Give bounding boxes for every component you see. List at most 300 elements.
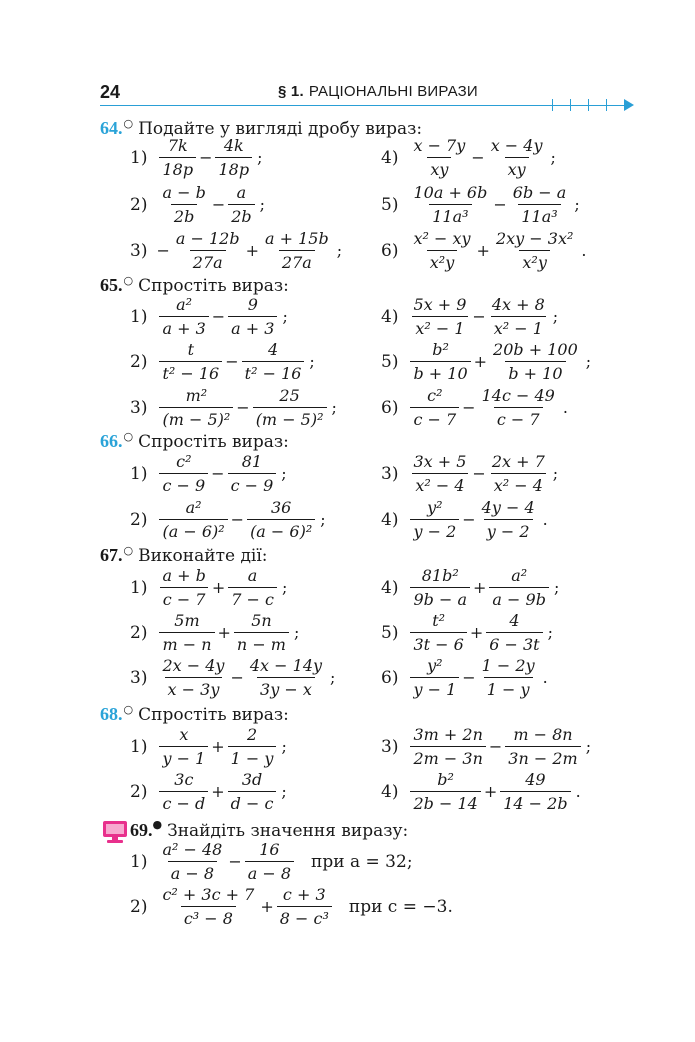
denominator: 2b bbox=[171, 204, 197, 226]
exercise-item bbox=[381, 340, 591, 383]
fraction bbox=[159, 656, 227, 699]
exercise-item bbox=[381, 452, 558, 495]
fraction bbox=[410, 611, 466, 654]
terminator: ; bbox=[552, 307, 559, 326]
fraction bbox=[277, 885, 332, 928]
exercise-item bbox=[130, 452, 287, 495]
fraction bbox=[159, 840, 225, 883]
task-instruction: Спростіть вираз: bbox=[138, 432, 289, 452]
fraction bbox=[159, 770, 208, 813]
denominator: 18p bbox=[215, 157, 252, 179]
task-68-heading bbox=[100, 703, 289, 725]
denominator: a + 3 bbox=[228, 316, 277, 338]
terminator: . bbox=[581, 241, 587, 260]
exercise-item bbox=[130, 498, 326, 541]
item-label: 4) bbox=[381, 509, 399, 530]
denominator: a + 3 bbox=[159, 316, 208, 338]
numerator: 9 bbox=[247, 295, 258, 314]
exercise-item bbox=[381, 295, 558, 338]
numerator: y² bbox=[427, 656, 443, 675]
terminator: ; bbox=[281, 737, 287, 756]
fraction bbox=[247, 656, 325, 699]
task-66-heading bbox=[100, 430, 289, 452]
terminator: ; bbox=[547, 623, 553, 642]
arrow-right-icon bbox=[624, 99, 634, 111]
item-label: 2) bbox=[130, 509, 148, 530]
numerator: a² − 48 bbox=[162, 840, 223, 859]
exercise-item bbox=[381, 183, 580, 226]
operator: − bbox=[462, 668, 476, 687]
numerator: x − 4y bbox=[490, 136, 543, 155]
exercise-item bbox=[130, 566, 287, 609]
operator: − bbox=[472, 464, 486, 483]
exercise-item bbox=[381, 229, 586, 272]
fraction bbox=[159, 183, 208, 226]
item-label: 5) bbox=[381, 351, 399, 372]
numerator: 3c bbox=[174, 770, 194, 789]
fraction bbox=[410, 229, 473, 272]
numerator: t bbox=[187, 340, 195, 359]
section-title: РАЦІОНАЛЬНІ ВИРАЗИ bbox=[308, 83, 478, 100]
fraction bbox=[262, 229, 332, 272]
header-tick bbox=[606, 99, 607, 111]
fraction bbox=[159, 295, 208, 338]
terminator: ; bbox=[281, 578, 288, 597]
exercise-item bbox=[381, 386, 568, 429]
denominator: x² − 1 bbox=[491, 316, 546, 338]
denominator: c − 7 bbox=[410, 407, 459, 429]
numerator: 6b − a bbox=[512, 183, 567, 202]
numerator: m − 8n bbox=[513, 725, 573, 744]
item-label: 1) bbox=[130, 147, 148, 168]
item-label: 3) bbox=[130, 667, 148, 688]
item-label: 3) bbox=[130, 397, 148, 418]
denominator: c − d bbox=[159, 791, 208, 813]
fraction bbox=[410, 136, 468, 179]
task-number: 65. bbox=[100, 275, 123, 295]
fraction bbox=[410, 340, 470, 383]
fraction bbox=[410, 295, 469, 338]
denominator: c − 9 bbox=[159, 473, 208, 495]
terminator: ; bbox=[585, 352, 592, 371]
denominator: t² − 16 bbox=[159, 361, 222, 383]
exercise-item bbox=[130, 183, 265, 226]
terminator: . bbox=[562, 398, 568, 417]
terminator: . bbox=[542, 510, 548, 529]
item-label: 2) bbox=[130, 896, 148, 917]
exercise-item bbox=[130, 295, 288, 338]
operator: − bbox=[211, 307, 226, 326]
numerator: a bbox=[247, 566, 258, 585]
denominator: 14 − 2b bbox=[500, 791, 570, 813]
fraction bbox=[215, 136, 252, 179]
numerator: 7k bbox=[167, 136, 188, 155]
item-label: 3) bbox=[381, 463, 399, 484]
numerator: x − 7y bbox=[413, 136, 466, 155]
denominator: c − 9 bbox=[228, 473, 277, 495]
numerator: a² bbox=[511, 566, 528, 585]
fraction bbox=[489, 295, 548, 338]
fraction bbox=[159, 498, 227, 541]
denominator: 2b − 14 bbox=[410, 791, 480, 813]
numerator: c + 3 bbox=[282, 885, 326, 904]
terminator: ; bbox=[552, 464, 559, 483]
item-label: 6) bbox=[381, 667, 399, 688]
denominator: t² − 16 bbox=[242, 361, 305, 383]
header-tick bbox=[570, 99, 571, 111]
exercise-item bbox=[130, 725, 287, 768]
operator: + bbox=[476, 241, 490, 260]
denominator: a − 8 bbox=[245, 861, 294, 883]
numerator: c² bbox=[176, 452, 192, 471]
task-number: 66. bbox=[100, 431, 123, 451]
denominator: c³ − 8 bbox=[181, 906, 236, 928]
denominator: 11a³ bbox=[429, 204, 471, 226]
numerator: 4k bbox=[223, 136, 244, 155]
numerator: c² bbox=[427, 386, 443, 405]
operator: + bbox=[469, 623, 484, 642]
numerator: 25 bbox=[279, 386, 300, 405]
numerator: 14c − 49 bbox=[481, 386, 555, 405]
fraction bbox=[159, 136, 196, 179]
fraction bbox=[228, 295, 277, 338]
fraction bbox=[488, 136, 546, 179]
item-label: 1) bbox=[130, 306, 148, 327]
exercise-item bbox=[381, 136, 556, 179]
fraction bbox=[486, 611, 542, 654]
denominator: 3t − 6 bbox=[410, 632, 466, 654]
operator: + bbox=[260, 897, 274, 916]
fraction bbox=[245, 840, 294, 883]
denominator: 1 − y bbox=[228, 746, 277, 768]
terminator: ; bbox=[259, 195, 266, 214]
operator: + bbox=[211, 578, 226, 597]
task-67-heading bbox=[100, 544, 268, 566]
operator: − bbox=[225, 352, 239, 371]
denominator: n − m bbox=[234, 632, 289, 654]
denominator: (a − 6)² bbox=[247, 519, 315, 541]
numerator: 3d bbox=[241, 770, 263, 789]
task-instruction: Знайдіть значення виразу: bbox=[167, 821, 409, 841]
numerator: 16 bbox=[259, 840, 280, 859]
denominator: 2b bbox=[228, 204, 254, 226]
fraction bbox=[242, 340, 305, 383]
fraction bbox=[410, 566, 470, 609]
degree-icon: ○ bbox=[123, 117, 134, 130]
numerator: 4x − 14y bbox=[249, 656, 323, 675]
header-tick bbox=[552, 99, 553, 111]
item-label: 4) bbox=[381, 577, 399, 598]
fraction bbox=[228, 770, 277, 813]
fraction bbox=[479, 498, 538, 541]
numerator: 49 bbox=[525, 770, 546, 789]
denominator: 11a³ bbox=[518, 204, 560, 226]
numerator: 3x + 5 bbox=[413, 452, 467, 471]
denominator: 18p bbox=[159, 157, 196, 179]
denominator: 2m − 3n bbox=[410, 746, 485, 768]
numerator: a bbox=[236, 183, 247, 202]
numerator: 1 − 2y bbox=[481, 656, 535, 675]
operator: + bbox=[245, 241, 259, 260]
denominator: d − c bbox=[228, 791, 277, 813]
fraction bbox=[410, 725, 485, 768]
header-tick bbox=[588, 99, 589, 111]
numerator: b² bbox=[432, 340, 449, 359]
item-label: 1) bbox=[130, 577, 148, 598]
numerator: 81 bbox=[241, 452, 263, 471]
fraction bbox=[500, 770, 570, 813]
numerator: a + 15b bbox=[264, 229, 329, 248]
fraction bbox=[490, 340, 581, 383]
page-number: 24 bbox=[100, 82, 121, 102]
item-label: 5) bbox=[381, 194, 399, 215]
item-label: 6) bbox=[381, 240, 399, 261]
operator: − bbox=[488, 737, 503, 756]
operator: + bbox=[211, 782, 225, 801]
exercise-item bbox=[130, 656, 335, 699]
denominator: x² − 4 bbox=[491, 473, 546, 495]
fraction bbox=[228, 183, 254, 226]
fraction bbox=[489, 452, 548, 495]
numerator: 2 bbox=[246, 725, 258, 744]
page-header bbox=[100, 82, 640, 106]
operator: − bbox=[228, 852, 242, 871]
operator: − bbox=[199, 148, 213, 167]
operator: − bbox=[462, 398, 476, 417]
operator: − bbox=[493, 195, 507, 214]
denominator: y − 2 bbox=[484, 519, 533, 541]
denominator: x²y bbox=[519, 250, 549, 272]
exercise-item bbox=[130, 770, 287, 813]
numerator: m² bbox=[185, 386, 208, 405]
denominator: (m − 5)² bbox=[159, 407, 233, 429]
exercise-item bbox=[381, 725, 591, 768]
terminator: ; bbox=[281, 464, 287, 483]
numerator: 81b² bbox=[421, 566, 459, 585]
numerator: a + b bbox=[162, 566, 206, 585]
fraction bbox=[159, 566, 208, 609]
exercise-item bbox=[130, 386, 337, 429]
computer-icon bbox=[102, 819, 128, 845]
numerator: 3m + 2n bbox=[413, 725, 483, 744]
operator: + bbox=[473, 352, 488, 371]
operator: − bbox=[472, 307, 486, 326]
exercise-item bbox=[381, 566, 559, 609]
numerator: 20b + 100 bbox=[493, 340, 578, 359]
denominator: xy bbox=[427, 157, 451, 179]
terminator: ; bbox=[320, 510, 326, 529]
terminator: ; bbox=[257, 148, 263, 167]
section-heading bbox=[278, 83, 478, 100]
task-number: 64. bbox=[100, 118, 123, 138]
item-label: 1) bbox=[130, 463, 148, 484]
denominator: (m − 5)² bbox=[253, 407, 327, 429]
fraction bbox=[228, 725, 277, 768]
degree-icon: ○ bbox=[123, 430, 134, 443]
numerator: a² bbox=[176, 295, 193, 314]
operator: − bbox=[236, 398, 250, 417]
operator: − bbox=[211, 195, 226, 214]
numerator: b² bbox=[437, 770, 454, 789]
operator: − bbox=[230, 510, 245, 529]
fraction bbox=[493, 229, 576, 272]
numerator: 4y − 4 bbox=[481, 498, 535, 517]
numerator: 5m bbox=[174, 611, 200, 630]
fraction bbox=[479, 386, 558, 429]
denominator: x² − 1 bbox=[412, 316, 467, 338]
fraction bbox=[159, 611, 214, 654]
task-instruction: Спростіть вираз: bbox=[138, 276, 289, 296]
leading-sign: − bbox=[156, 241, 170, 260]
denominator: 3n − 2m bbox=[505, 746, 580, 768]
exercise-item bbox=[381, 611, 553, 654]
task-instruction: Подайте у вигляді дробу вираз: bbox=[138, 119, 423, 139]
denominator: c − 7 bbox=[494, 407, 543, 429]
terminator: ; bbox=[331, 398, 337, 417]
fraction bbox=[247, 498, 315, 541]
denominator: 1 − y bbox=[484, 677, 533, 699]
operator: + bbox=[483, 782, 498, 801]
denominator: 3y − x bbox=[257, 677, 315, 699]
item-label: 2) bbox=[130, 194, 148, 215]
substitution-condition: при a = 32; bbox=[311, 851, 413, 872]
terminator: ; bbox=[585, 737, 592, 756]
exercise-item bbox=[381, 498, 548, 541]
denominator: c − 7 bbox=[160, 587, 209, 609]
task-65-heading bbox=[100, 274, 289, 296]
denominator: m − n bbox=[159, 632, 214, 654]
denominator: 7 − c bbox=[228, 587, 277, 609]
numerator: 2xy − 3x² bbox=[495, 229, 574, 248]
fraction bbox=[410, 183, 490, 226]
fraction bbox=[410, 498, 459, 541]
fraction bbox=[173, 229, 243, 272]
degree-icon: ○ bbox=[123, 274, 134, 287]
terminator: ; bbox=[336, 241, 343, 260]
operator: − bbox=[471, 148, 485, 167]
fraction bbox=[159, 452, 208, 495]
fraction bbox=[410, 386, 459, 429]
operator: + bbox=[473, 578, 487, 597]
denominator: b + 10 bbox=[505, 361, 565, 383]
terminator: ; bbox=[550, 148, 556, 167]
fraction bbox=[159, 725, 208, 768]
numerator: 10a + 6b bbox=[413, 183, 488, 202]
numerator: t² bbox=[432, 611, 446, 630]
numerator: a² bbox=[185, 498, 202, 517]
item-label: 4) bbox=[381, 147, 399, 168]
numerator: 2x + 7 bbox=[491, 452, 545, 471]
terminator: ; bbox=[281, 782, 287, 801]
operator: + bbox=[217, 623, 231, 642]
exercise-item bbox=[130, 840, 413, 883]
denominator: x²y bbox=[427, 250, 457, 272]
terminator: ; bbox=[553, 578, 560, 597]
numerator: 4x + 8 bbox=[491, 295, 545, 314]
numerator: 4 bbox=[509, 611, 520, 630]
item-label: 3) bbox=[130, 240, 148, 261]
denominator: a − 9b bbox=[489, 587, 549, 609]
numerator: c² + 3c + 7 bbox=[162, 885, 255, 904]
dot-icon: ● bbox=[152, 818, 163, 831]
numerator: 5x + 9 bbox=[413, 295, 467, 314]
fraction bbox=[479, 656, 538, 699]
fraction bbox=[159, 340, 222, 383]
numerator: a − 12b bbox=[175, 229, 240, 248]
operator: + bbox=[211, 737, 225, 756]
exercise-item bbox=[381, 656, 548, 699]
header-rule bbox=[100, 105, 628, 106]
numerator: y² bbox=[427, 498, 443, 517]
fraction bbox=[159, 386, 233, 429]
exercise-item bbox=[130, 885, 453, 928]
numerator: 36 bbox=[270, 498, 292, 517]
denominator: x² − 4 bbox=[412, 473, 467, 495]
denominator: y − 1 bbox=[159, 746, 208, 768]
operator: − bbox=[230, 668, 244, 687]
fraction bbox=[234, 611, 289, 654]
item-label: 1) bbox=[130, 736, 148, 757]
exercise-item bbox=[130, 340, 315, 383]
item-label: 4) bbox=[381, 781, 399, 802]
denominator: 9b − a bbox=[410, 587, 470, 609]
degree-icon: ○ bbox=[123, 544, 134, 557]
substitution-condition: при c = −3. bbox=[348, 896, 453, 917]
terminator: ; bbox=[574, 195, 580, 214]
denominator: b + 10 bbox=[410, 361, 470, 383]
fraction bbox=[505, 725, 580, 768]
terminator: ; bbox=[330, 668, 336, 687]
item-label: 2) bbox=[130, 622, 148, 643]
numerator: a − b bbox=[162, 183, 206, 202]
numerator: x² − xy bbox=[413, 229, 471, 248]
numerator: x bbox=[179, 725, 189, 744]
fraction bbox=[410, 656, 459, 699]
denominator: (a − 6)² bbox=[159, 519, 227, 541]
denominator: 27a bbox=[190, 250, 226, 272]
exercise-item bbox=[130, 136, 262, 179]
denominator: 27a bbox=[279, 250, 315, 272]
fraction bbox=[510, 183, 570, 226]
task-instruction: Виконайте дії: bbox=[138, 546, 268, 566]
terminator: . bbox=[542, 668, 548, 687]
denominator: 6 − 3t bbox=[486, 632, 542, 654]
task-number: 69. bbox=[130, 820, 153, 840]
fraction bbox=[228, 566, 277, 609]
numerator: 2x − 4y bbox=[162, 656, 225, 675]
item-label: 1) bbox=[130, 851, 148, 872]
denominator: a − 8 bbox=[168, 861, 217, 883]
operator: − bbox=[462, 510, 476, 529]
denominator: 8 − c³ bbox=[277, 906, 332, 928]
item-label: 6) bbox=[381, 397, 399, 418]
section-label: § 1. bbox=[278, 83, 304, 100]
terminator: ; bbox=[309, 352, 315, 371]
fraction bbox=[253, 386, 327, 429]
denominator: y − 2 bbox=[410, 519, 459, 541]
fraction bbox=[410, 770, 480, 813]
terminator: ; bbox=[293, 623, 300, 642]
exercise-item bbox=[130, 229, 342, 272]
task-number: 67. bbox=[100, 545, 123, 565]
task-69-heading bbox=[130, 818, 408, 841]
fraction bbox=[228, 452, 277, 495]
exercise-item bbox=[381, 770, 581, 813]
item-label: 3) bbox=[381, 736, 399, 757]
task-instruction: Спростіть вираз: bbox=[138, 705, 289, 725]
fraction bbox=[410, 452, 469, 495]
exercise-item bbox=[130, 611, 299, 654]
